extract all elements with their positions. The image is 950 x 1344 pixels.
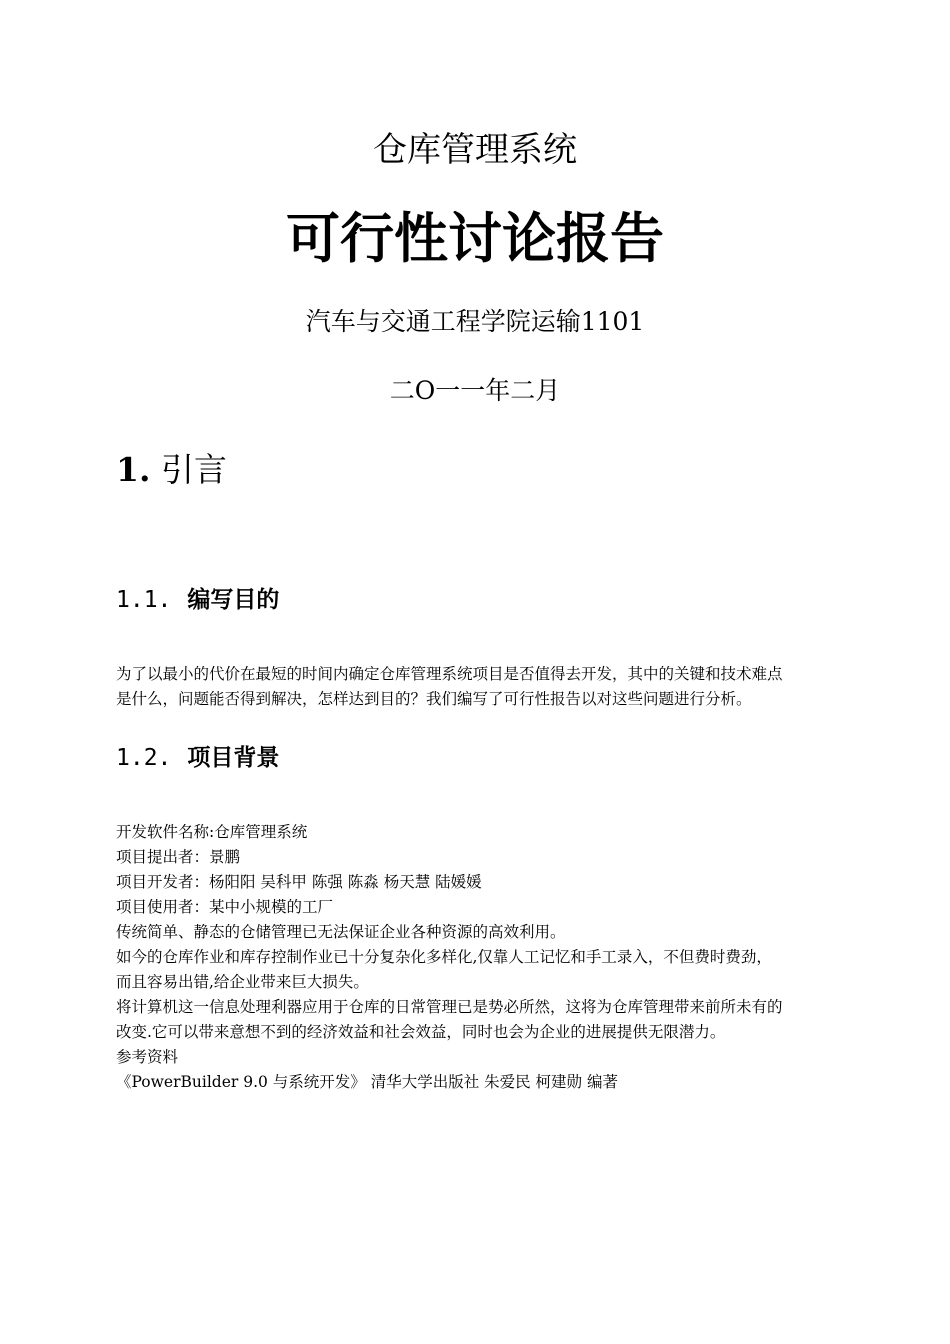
document-subtitle: 仓库管理系统 bbox=[373, 130, 577, 170]
paragraph-line: 将计算机这一信息处理利器应用于仓库的日常管理已是势必所然，这将为仓库管理带来前所未有的 bbox=[116, 998, 783, 1016]
paragraph-line: 开发软件名称:仓库管理系统 bbox=[116, 823, 308, 841]
paragraph-line: 《PowerBuilder 9.0 与系统开发》 清华大学出版社 朱爱民 柯建勋 编著 bbox=[116, 1073, 618, 1091]
section-1-2-title: 项目背景 bbox=[187, 745, 280, 771]
background-paragraph bbox=[116, 820, 846, 1095]
document-organization: 汽车与交通工程学院运输1101 bbox=[305, 307, 645, 336]
document-title: 可行性讨论报告 bbox=[286, 207, 664, 270]
document-date: 二O一一年二月 bbox=[389, 376, 561, 405]
paragraph-line: 项目提出者：景鹏 bbox=[116, 848, 241, 866]
paragraph-line: 是什么，问题能否得到解决，怎样达到目的？我们编写了可行性报告以对这些问题进行分析。 bbox=[116, 690, 752, 708]
section-1-1-title: 编写目的 bbox=[187, 587, 280, 613]
paragraph-line: 项目使用者：某中小规模的工厂 bbox=[116, 898, 334, 916]
paragraph-line: 传统简单、静态的仓储管理已无法保证企业各种资源的高效利用。 bbox=[116, 923, 566, 941]
purpose-paragraph bbox=[116, 662, 846, 712]
paragraph-line: 如今的仓库作业和库存控制作业已十分复杂化多样化,仅靠人工记忆和手工录入，不但费时费劲， bbox=[116, 948, 772, 966]
paragraph-line: 项目开发者：杨阳阳 吴科甲 陈强 陈淼 杨天慧 陆媛媛 bbox=[116, 873, 482, 891]
paragraph-line: 而且容易出错,给企业带来巨大损失。 bbox=[116, 973, 369, 991]
section-1-2-number: 1.2. bbox=[116, 745, 172, 771]
section-1-heading bbox=[116, 448, 227, 492]
paragraph-line: 为了以最小的代价在最短的时间内确定仓库管理系统项目是否值得去开发，其中的关键和技术难点 bbox=[116, 665, 783, 683]
paragraph-line: 参考资料 bbox=[116, 1048, 179, 1066]
section-1-number: 1. bbox=[116, 450, 151, 489]
section-1-1-heading bbox=[116, 584, 279, 616]
paragraph-line: 改变.它可以带来意想不到的经济效益和社会效益，同时也会为企业的进展提供无限潜力。 bbox=[116, 1023, 726, 1041]
section-1-1-number: 1.1. bbox=[116, 587, 172, 613]
section-1-title: 引言 bbox=[160, 450, 227, 489]
section-1-2-heading bbox=[116, 742, 279, 774]
